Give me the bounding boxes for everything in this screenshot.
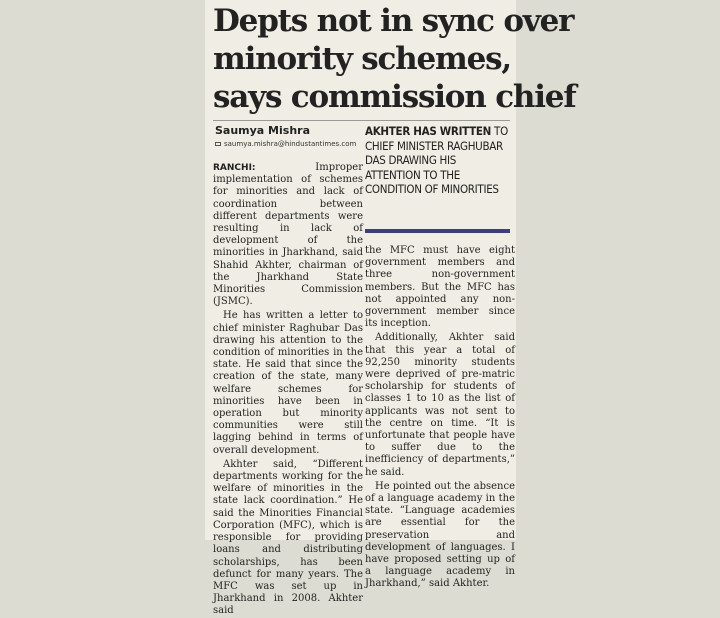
divider (213, 120, 510, 121)
newspaper-clipping (205, 0, 576, 617)
mail-icon (215, 142, 221, 146)
author-email-text: saumya.mishra@hindustantimes.com (224, 140, 357, 148)
pull-quote-bar (365, 229, 510, 233)
paragraph-text: Improper implementation of schemes for minorities and lack of coordination between different departments were resulting in lack of development of the minorities in Jharkhand, said Shahid Akhter, chairman of the Jharkhand State Minorities Commission (JSMC). (213, 162, 363, 308)
paragraph (213, 162, 363, 308)
author-email (215, 140, 356, 148)
paragraph: Akhter said, “Different departments working for the welfare of minorities in the state lack coordination.” He said the Minorities Financial Corporation (MFC), which is responsible for providing loans and distributing scholarships, has been defunct for many years. The MFC was set up in Jharkhand in 2008. Akhter said (213, 458, 363, 617)
pull-quote-accent: AKHTER HAS WRITTEN (365, 124, 492, 138)
pull-quote (365, 124, 510, 197)
paragraph: Additionally, Akhter said that this year a total of 92,250 minority students were deprived of pre-matric scholarship for students of classes 1 to 10 as the list of applicants was not sent to the centre on time. “It is unfortunate that people have to suffer due to the inefficiency of departments,” he said. (365, 332, 515, 478)
author-byline: Saumya Mishra (215, 124, 311, 137)
headline-line: Depts not in sync over (213, 3, 574, 39)
headline-line: says commission chief (213, 79, 576, 115)
paragraph: He has written a letter to chief minister Raghubar Das drawing his attention to the condition of minorities in the state. He said that since the creation of the state, many welfare schemes for minorities have been in operation but minority communities were still lagging behind in terms of overall development. (213, 310, 363, 456)
paragraph: the MFC must have eight government members and three non-government members. But the MFC has not appointed any non-government member since its inception. (365, 245, 515, 330)
headline-line: minority schemes, (213, 41, 511, 77)
article-column-left (213, 162, 363, 617)
dateline: RANCHI: (213, 163, 256, 173)
paragraph: He pointed out the absence of a language academy in the state. “Language academies are essential for the preservation and development of languages. I have proposed setting up of a language academy in Jharkhand,” said Akhter. (365, 480, 515, 590)
headline (213, 2, 576, 116)
article-column-right (365, 245, 515, 590)
pull-quote-text: TO CHIEF MINISTER RAGHUBAR DAS DRAWING HIS ATTENTION TO THE CONDITION OF MINORITIES (365, 124, 508, 197)
